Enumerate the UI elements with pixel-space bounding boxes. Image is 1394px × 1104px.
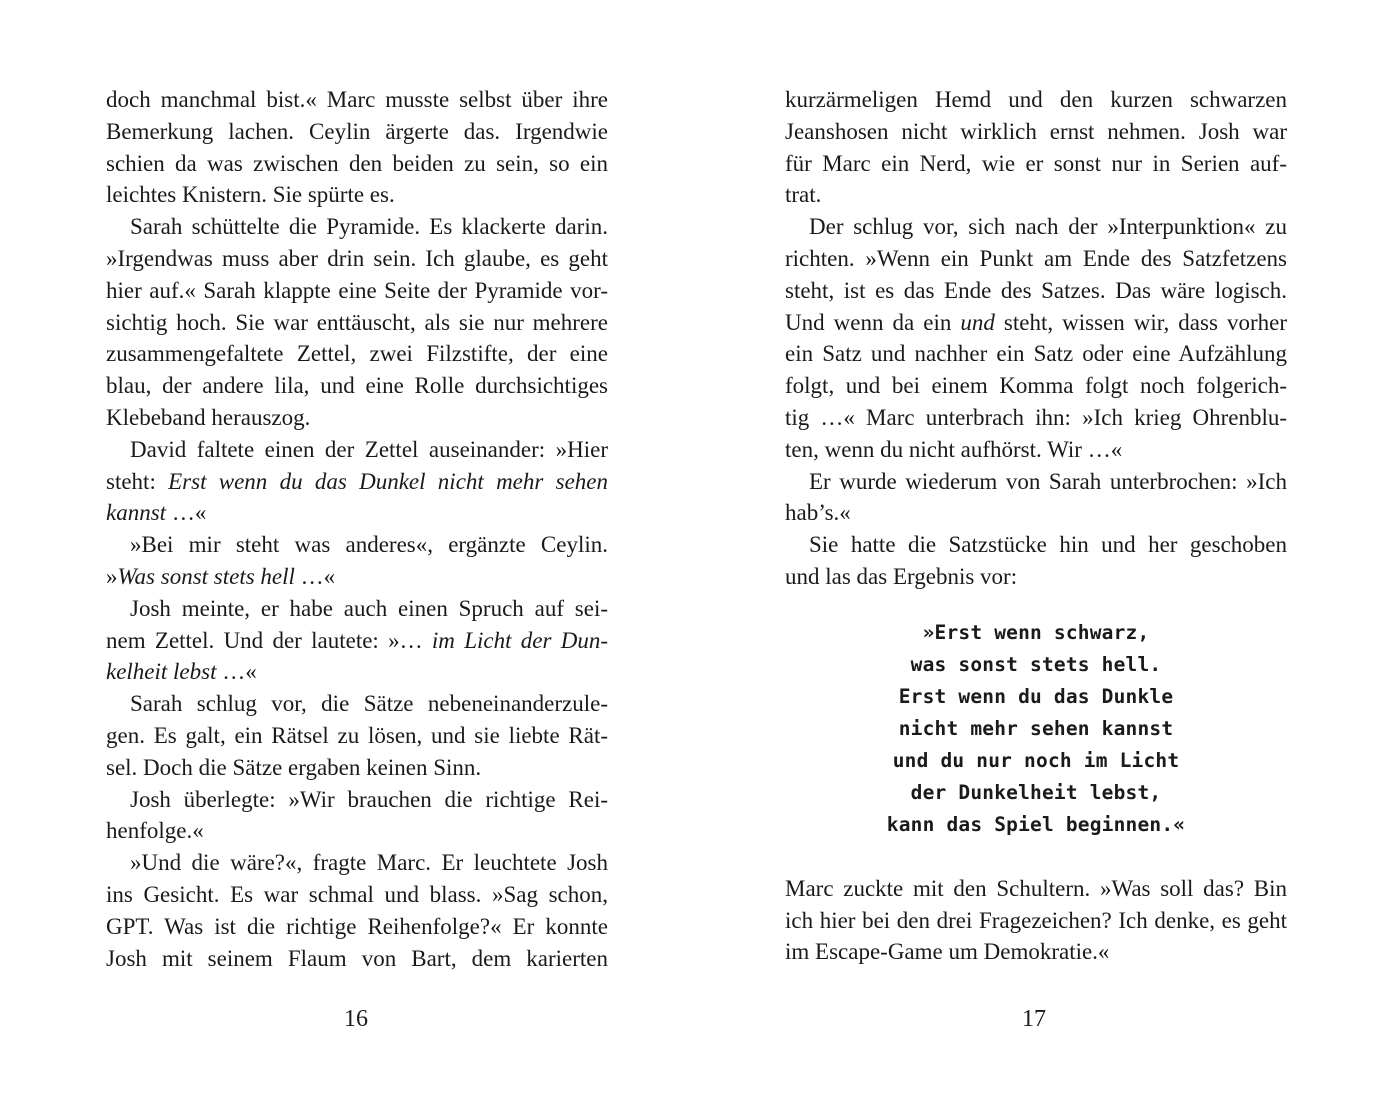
text-line — [106, 211, 608, 243]
text-segment: blau, der andere lila, und eine Rolle durchsichtiges — [106, 373, 608, 399]
text-line — [106, 529, 608, 561]
text-segment: …« — [216, 659, 257, 685]
text-segment: für Marc ein Nerd, wie er sonst nur in Serien auf- — [785, 150, 1287, 176]
text-line — [106, 338, 608, 370]
text-segment: doch manchmal bist.« Marc musste selbst über ihre — [106, 87, 608, 112]
text-segment: Jeanshosen nicht wirklich ernst nehmen. Josh war — [785, 118, 1287, 144]
italic-text: im Licht der Dun- — [431, 627, 608, 653]
italic-text: Was sonst stets hell — [117, 563, 295, 589]
text-segment: steht: — [106, 468, 169, 494]
page-number-left: 16 — [344, 1006, 368, 1032]
text-segment: schien da was zwischen den beiden zu sein, so ein — [106, 150, 608, 176]
text-segment: …« — [166, 500, 207, 526]
text-segment: Josh überlegte: »Wir brauchen die richtige Rei- — [130, 786, 608, 812]
text-line — [785, 561, 1287, 593]
poem-line: Erst wenn du das Dunkle — [898, 684, 1174, 708]
text-line — [106, 466, 608, 498]
poem-line: nicht mehr sehen kannst — [898, 716, 1174, 740]
italic-text: kannst — [106, 500, 167, 526]
text-segment: …« — [294, 563, 336, 589]
text-line — [785, 529, 1287, 561]
text-segment: GPT. Was ist die richtige Reihenfolge?« Er konnte — [106, 913, 608, 939]
text-segment: gen. Es galt, ein Rätsel zu lösen, und sie liebte Rät- — [106, 722, 608, 748]
italic-text: kelheit lebst — [106, 659, 217, 685]
text-segment: sichtig hoch. Sie war enttäuscht, als sie nur mehrere — [106, 309, 608, 335]
text-segment: steht, ist es das Ende des Satzes. Das wäre logisch. — [785, 277, 1287, 303]
text-segment: henfolge.« — [106, 818, 204, 844]
text-line — [785, 434, 1287, 466]
text-segment: ten, wenn du nicht aufhörst. Wir …« — [785, 436, 1123, 462]
poem-line: kann das Spiel beginnen.« — [886, 812, 1186, 836]
text-line — [106, 688, 608, 720]
text-line — [106, 307, 608, 339]
text-line — [785, 84, 1287, 116]
text-segment: sel. Doch die Sätze ergaben keinen Sinn. — [106, 754, 482, 780]
text-segment: richten. »Wenn ein Punkt am Ende des Satzfetzens — [785, 245, 1287, 271]
text-segment: zusammengefaltete Zettel, zwei Filzstifte, der eine — [106, 341, 608, 367]
text-line — [785, 179, 1287, 211]
right-text-before-poem — [785, 84, 1287, 593]
text-segment: und las das Ergebnis vor: — [785, 563, 1018, 589]
text-line — [785, 116, 1287, 148]
text-line — [106, 593, 608, 625]
left-text-block — [106, 84, 608, 974]
poem-line: »Erst wenn schwarz, — [922, 620, 1150, 644]
text-segment: » — [106, 563, 118, 589]
text-line — [106, 943, 608, 975]
text-line — [106, 275, 608, 307]
text-segment: Sarah schlug vor, die Sätze nebeneinanderzule- — [130, 691, 608, 717]
italic-text: Erst wenn du das Dunkel nicht mehr sehen — [168, 468, 608, 494]
text-line — [785, 243, 1287, 275]
text-line — [785, 148, 1287, 180]
text-segment: ich hier bei den drei Fragezeichen? Ich denke, es geht — [785, 907, 1287, 933]
text-segment: kurzärmeligen Hemd und den kurzen schwarzen — [785, 87, 1287, 112]
text-segment: ein Satz und nachher ein Satz oder eine Aufzählung — [785, 341, 1287, 367]
text-segment: Und wenn da ein — [785, 309, 961, 335]
text-segment: nem Zettel. Und der lautete: »… — [106, 627, 432, 653]
poem-line: der Dunkelheit lebst, — [910, 780, 1162, 804]
text-line — [785, 873, 1287, 905]
text-segment: steht, wissen wir, dass vorher — [994, 309, 1287, 335]
text-line — [106, 116, 608, 148]
text-line — [106, 815, 608, 847]
text-segment: Josh meinte, er habe auch einen Spruch auf sei- — [130, 595, 608, 621]
italic-text: und — [960, 309, 995, 335]
text-line — [106, 879, 608, 911]
text-line — [785, 497, 1287, 529]
text-line — [785, 275, 1287, 307]
text-line — [785, 466, 1287, 498]
text-segment: Josh mit seinem Flaum von Bart, dem karierten — [106, 945, 608, 971]
text-line — [106, 911, 608, 943]
poem-block — [785, 617, 1287, 841]
text-line — [785, 211, 1287, 243]
text-line — [106, 847, 608, 879]
text-line — [785, 905, 1287, 937]
text-line — [106, 752, 608, 784]
text-segment: hab’s.« — [785, 500, 851, 526]
text-segment: Sarah schüttelte die Pyramide. Es klackerte darin. — [130, 214, 608, 240]
text-segment: David faltete einen der Zettel auseinander: »Hier — [130, 436, 608, 462]
text-segment: im Escape-Game um Demokratie.« — [785, 939, 1110, 965]
text-segment: »Bei mir steht was anderes«, ergänzte Ceylin. — [130, 532, 608, 558]
page-number-right: 17 — [1022, 1006, 1046, 1032]
text-segment: Der schlug vor, sich nach der »Interpunktion« zu — [809, 214, 1287, 240]
text-segment: leichtes Knistern. Sie spürte es. — [106, 182, 395, 208]
text-segment: »Irgendwas muss aber drin sein. Ich glaube, es geht — [106, 245, 608, 271]
text-line — [106, 148, 608, 180]
right-page — [697, 0, 1394, 1104]
text-line — [106, 402, 608, 434]
text-segment: Klebeband herauszog. — [106, 404, 311, 430]
text-segment: tig …« Marc unterbrach ihn: »Ich krieg Ohrenblu- — [785, 404, 1287, 430]
text-segment: folgt, und bei einem Komma folgt noch folgerich- — [785, 373, 1287, 399]
text-line — [785, 402, 1287, 434]
text-line — [106, 656, 608, 688]
text-line — [785, 936, 1287, 968]
text-segment: »Und die wäre?«, fragte Marc. Er leuchtete Josh — [130, 850, 608, 876]
poem-line: was sonst stets hell. — [910, 652, 1162, 676]
text-line — [106, 497, 608, 529]
text-line — [106, 243, 608, 275]
text-line — [106, 434, 608, 466]
text-line — [785, 307, 1287, 339]
text-line — [106, 720, 608, 752]
text-segment: Marc zuckte mit den Schultern. »Was soll das? Bin — [785, 875, 1287, 901]
text-line — [106, 784, 608, 816]
text-line — [785, 338, 1287, 370]
text-segment: Er wurde wiederum von Sarah unterbrochen: »Ich — [809, 468, 1287, 494]
text-line — [106, 370, 608, 402]
text-line — [106, 625, 608, 657]
text-segment: trat. — [785, 182, 822, 208]
text-segment: hier auf.« Sarah klappte eine Seite der Pyramide vor- — [106, 277, 608, 303]
text-segment: ins Gesicht. Es war schmal und blass. »Sag schon, — [106, 881, 608, 907]
text-line — [106, 84, 608, 116]
right-text-block — [785, 84, 1287, 968]
text-line — [106, 561, 608, 593]
text-segment: Bemerkung lachen. Ceylin ärgerte das. Irgendwie — [106, 118, 608, 144]
text-segment: Sie hatte die Satzstücke hin und her geschoben — [809, 532, 1287, 558]
poem-line: und du nur noch im Licht — [892, 748, 1180, 772]
right-text-after-poem — [785, 873, 1287, 968]
text-line — [106, 179, 608, 211]
text-line — [785, 370, 1287, 402]
